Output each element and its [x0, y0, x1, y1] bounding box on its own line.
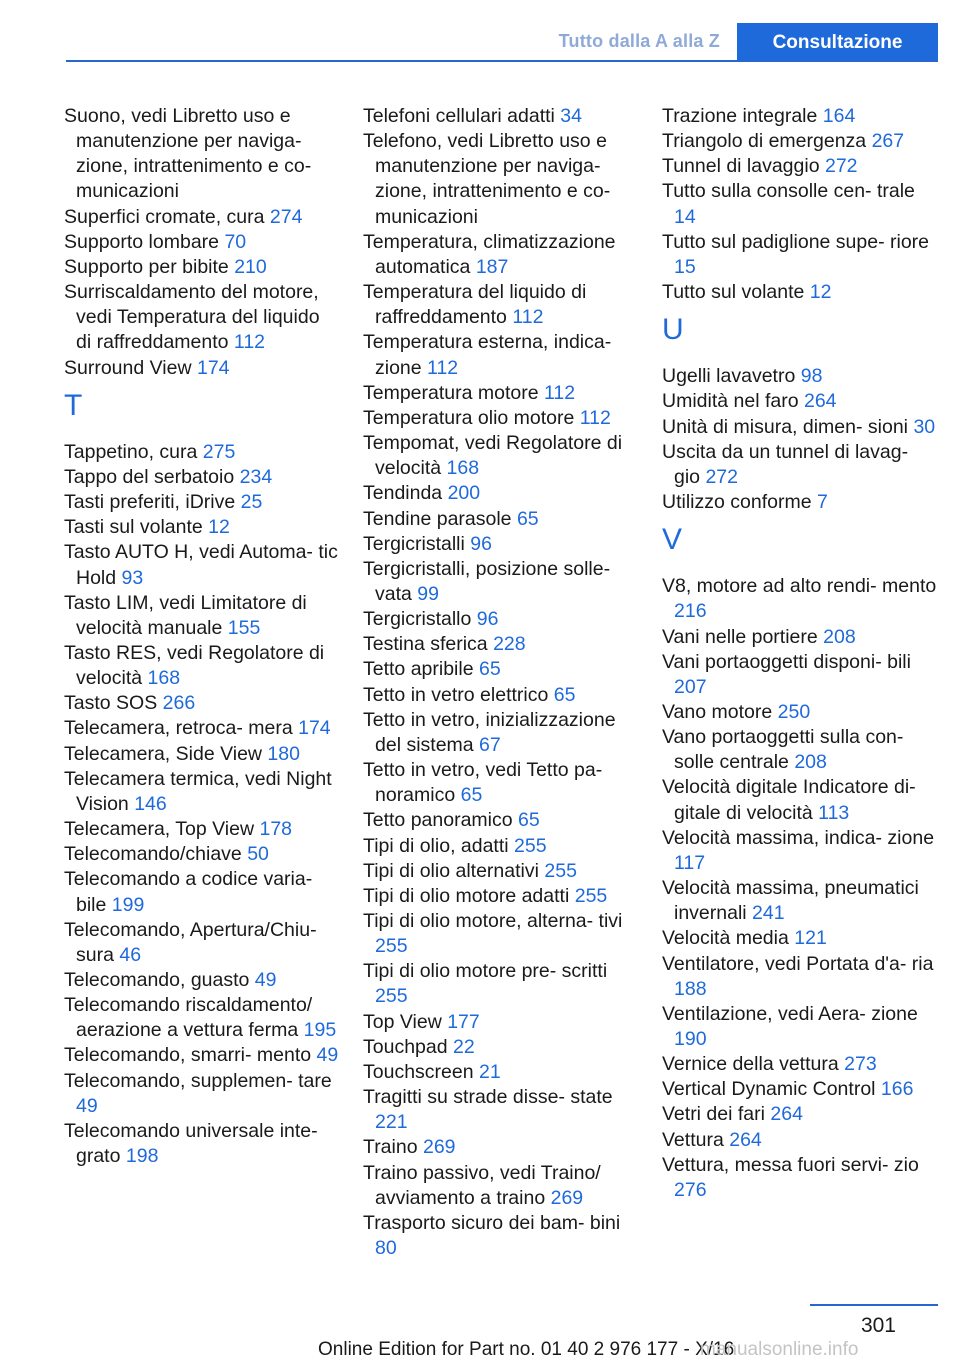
index-entry-text: Temperatura motore: [363, 381, 539, 404]
index-entry-text: Temperatura olio motore: [363, 406, 575, 429]
index-page-link[interactable]: 46: [119, 943, 142, 966]
index-entry-text: Supporto lombare: [64, 230, 220, 253]
index-entry: [363, 557, 638, 607]
index-entry-text: Tipi di olio motore adatti: [363, 884, 570, 907]
index-entry: [662, 440, 937, 490]
index-entry: [64, 742, 339, 767]
index-entry-text: Tappetino, cura: [64, 440, 198, 463]
index-column-2: [363, 104, 638, 1261]
index-entry-text: Temperatura, climatizzazione automatica: [363, 230, 616, 278]
index-entry: [64, 867, 339, 917]
watermark: manualsonline.info: [700, 1339, 859, 1360]
index-entry: [363, 104, 638, 129]
index-entry-text: Tragitti su strade disse- state: [363, 1086, 613, 1109]
index-page-link[interactable]: 276: [674, 1178, 707, 1201]
index-page-link[interactable]: 67: [479, 733, 501, 756]
index-entry-text: Ugelli lavavetro: [662, 365, 796, 388]
index-page-link[interactable]: 177: [447, 1010, 480, 1033]
index-entry: [363, 330, 638, 380]
index-entry-text: Telecomando, Apertura/Chiu- sura: [64, 918, 317, 966]
index-entry: [363, 532, 638, 557]
index-page-link[interactable]: 80: [375, 1237, 397, 1260]
index-entry-text: Tempomat, vedi Regolatore di velocità: [363, 432, 623, 480]
index-entry-text: Tipi di olio, adatti: [363, 834, 509, 857]
index-entry-text: Temperatura del liquido di raffreddamento: [363, 281, 587, 329]
index-page-link[interactable]: 155: [227, 616, 261, 639]
index-entry-text: Vani portaoggetti disponi- bili: [662, 650, 911, 673]
index-entry: [363, 1161, 638, 1211]
index-entry-text: Tergicristalli: [363, 532, 465, 555]
index-entry-text: Tasti sul volante: [64, 516, 203, 539]
index-entry-text: Tasto LIM, vedi Limitatore di velocità manuale: [64, 591, 307, 639]
index-entry-text: Trazione integrale: [662, 105, 818, 127]
index-entry-text: Tetto apribile: [363, 658, 474, 681]
index-page-link[interactable]: 200: [447, 482, 481, 505]
index-entry: [64, 767, 339, 817]
index-page-link[interactable]: 208: [823, 625, 856, 648]
index-page-link[interactable]: 234: [239, 465, 273, 488]
index-entry: [363, 959, 638, 1009]
index-entry-text: Traino: [363, 1136, 418, 1159]
index-entry: [363, 1035, 638, 1060]
index-page-link[interactable]: 21: [479, 1060, 501, 1083]
index-entry-text: Traino passivo, vedi Traino/ avviamento a traino: [363, 1161, 601, 1209]
index-entry-text: Tetto panoramico: [363, 809, 513, 832]
index-entry-text: Touchpad: [363, 1035, 448, 1058]
index-entry-text: Tendinda: [363, 482, 443, 505]
index-page-link[interactable]: 15: [674, 255, 696, 278]
index-page-link[interactable]: 168: [147, 667, 181, 690]
index-page-link[interactable]: 195: [303, 1019, 337, 1042]
index-page-link[interactable]: 112: [544, 381, 576, 404]
index-page-link[interactable]: 272: [705, 465, 738, 488]
index-entry-text: Vernice della vettura: [662, 1053, 839, 1076]
index-entry-text: Tutto sul volante: [662, 281, 805, 304]
index-entry-text: Triangolo di emergenza: [662, 130, 867, 153]
index-entry-text: Tetto in vetro, vedi Tetto pa- noramico: [363, 759, 603, 807]
index-entry: [64, 993, 339, 1043]
index-entry-text: Velocità massima, indica- zione: [662, 826, 935, 849]
index-entry-text: Tendine parasole: [363, 507, 512, 530]
index-entry: [662, 129, 937, 154]
index-columns: [64, 104, 944, 1264]
index-page-link[interactable]: 22: [453, 1035, 475, 1058]
index-entry: [662, 1153, 937, 1203]
index-page-link[interactable]: 266: [162, 692, 196, 715]
index-entry: [363, 129, 638, 230]
index-entry-text: Unità di misura, dimen- sioni: [662, 415, 909, 438]
index-entry: [662, 230, 937, 280]
index-entry: [363, 808, 638, 833]
index-entry: [363, 834, 638, 859]
index-entry: [662, 725, 937, 775]
index-entry: [662, 104, 937, 129]
index-entry: [662, 926, 937, 951]
index-page-link[interactable]: 207: [674, 675, 707, 698]
index-entry-text: Umidità nel faro: [662, 390, 799, 413]
index-page-link[interactable]: 264: [803, 390, 837, 413]
index-entry: [662, 625, 937, 650]
page-header: [0, 0, 960, 62]
index-entry-text: Vettura: [662, 1128, 724, 1151]
index-column-1: [64, 104, 339, 1169]
index-entry: [64, 641, 339, 691]
index-entry-text: Tergicristallo: [363, 608, 472, 631]
index-entry-text: Vano motore: [662, 700, 773, 723]
index-entry: [363, 431, 638, 481]
index-page-link[interactable]: 264: [729, 1128, 762, 1151]
index-entry: [662, 876, 937, 926]
index-entry: [662, 1128, 937, 1153]
index-page-link[interactable]: 272: [824, 155, 858, 178]
index-page-link[interactable]: 187: [475, 255, 509, 278]
index-page-link[interactable]: 96: [476, 608, 499, 631]
index-page-link[interactable]: 65: [518, 809, 540, 832]
index-entry-text: Tipi di olio motore, alterna- tivi: [363, 910, 623, 932]
index-entry-text: Telecamera termica, vedi Night Vision: [64, 767, 332, 815]
index-page-link[interactable]: 275: [202, 440, 236, 463]
index-page-link[interactable]: 99: [417, 582, 439, 605]
index-page-link[interactable]: 228: [493, 633, 526, 656]
index-page-link[interactable]: 112: [579, 406, 611, 429]
index-entry: [662, 1052, 937, 1077]
index-page-link[interactable]: 250: [777, 700, 811, 723]
index-page-link[interactable]: 93: [121, 566, 144, 589]
index-entry: [363, 1010, 638, 1035]
index-page-link[interactable]: 274: [269, 205, 303, 228]
index-entry-text: Suono, vedi Libretto uso e manutenzione per naviga- zione, intrattenimento e co- municazioni: [64, 105, 312, 203]
index-entry: [662, 415, 937, 440]
index-entry: [662, 1002, 937, 1052]
index-entry-text: Telecomando, smarri- mento: [64, 1044, 312, 1067]
index-page-link[interactable]: 221: [375, 1111, 408, 1134]
index-entry: [363, 1135, 638, 1160]
index-entry-text: Uscita da un tunnel di lavag- gio: [662, 440, 909, 488]
index-entry: [64, 440, 339, 465]
header-section-title: Tutto dalla A alla Z: [558, 31, 720, 51]
index-entry: [64, 515, 339, 540]
index-entry-text: Surround View: [64, 356, 192, 379]
index-entry: [662, 826, 937, 876]
index-page-link[interactable]: 98: [800, 365, 823, 388]
index-entry: [363, 381, 638, 406]
index-entry-text: Tasto RES, vedi Regolatore di velocità: [64, 641, 325, 690]
index-page-link[interactable]: 273: [844, 1053, 877, 1076]
page-number: 301: [860, 1314, 896, 1337]
index-page-link[interactable]: 210: [234, 255, 267, 278]
index-entry-text: Vettura, messa fuori servi- zio: [662, 1153, 919, 1176]
index-entry: [64, 691, 339, 716]
index-entry: [64, 205, 339, 230]
index-page-link[interactable]: 198: [125, 1145, 159, 1168]
index-entry-text: Vertical Dynamic Control: [662, 1078, 876, 1101]
index-entry: [363, 1085, 638, 1135]
index-entry-text: Tasti preferiti, iDrive: [64, 491, 236, 514]
index-page-link[interactable]: 112: [512, 306, 544, 329]
index-entry-text: Tunnel di lavaggio: [662, 155, 820, 178]
index-entry-text: Telecamera, Side View: [64, 742, 262, 765]
index-entry: [64, 842, 339, 867]
index-page-link[interactable]: 174: [298, 717, 331, 740]
footer-rule: [810, 1304, 938, 1306]
index-page-link[interactable]: 255: [574, 884, 608, 907]
page-footer: [0, 1300, 960, 1362]
index-entry-text: Supporto per bibite: [64, 255, 229, 278]
index-entry-text: Tasto AUTO H, vedi Automa- tic Hold: [64, 541, 338, 589]
index-page-link[interactable]: 241: [752, 902, 785, 925]
index-page-link[interactable]: 12: [208, 516, 230, 539]
index-page-link[interactable]: 121: [794, 927, 827, 950]
index-page-link[interactable]: 168: [446, 457, 480, 480]
index-entry: [64, 1043, 339, 1068]
index-entry-text: Telecomando, guasto: [64, 969, 250, 991]
index-entry: [363, 859, 638, 884]
index-page-link[interactable]: 164: [822, 105, 856, 127]
index-entry: [64, 280, 339, 355]
index-entry-text: Tergicristalli, posizione solle- vata: [363, 557, 611, 605]
index-entry: [363, 632, 638, 657]
index-entry-text: Telecomando/chiave: [64, 843, 242, 866]
index-page-link[interactable]: 166: [880, 1078, 914, 1101]
index-page-link[interactable]: 117: [674, 851, 706, 874]
index-entry: [363, 481, 638, 506]
index-page-link[interactable]: 34: [560, 105, 582, 127]
index-entry-text: Telecomando a codice varia- bile: [64, 868, 313, 916]
edition-note: Online Edition for Part no. 01 40 2 976 177 - X/16: [318, 1339, 735, 1360]
index-entry: [662, 280, 937, 305]
index-entry: [363, 683, 638, 708]
index-page-link[interactable]: 112: [233, 331, 266, 354]
index-entry: [662, 700, 937, 725]
index-entry: [64, 490, 339, 515]
index-page-link[interactable]: 49: [254, 969, 277, 991]
index-entry-text: Tetto in vetro elettrico: [363, 683, 549, 706]
index-entry: [363, 1211, 638, 1261]
index-entry: [64, 356, 339, 381]
index-page-link[interactable]: 96: [470, 532, 492, 555]
index-entry: [363, 657, 638, 682]
index-entry: [662, 364, 937, 389]
index-entry-text: Top View: [363, 1010, 442, 1033]
index-entry: [64, 1119, 339, 1169]
index-entry: [363, 884, 638, 909]
index-entry: [662, 574, 937, 624]
index-entry: [363, 230, 638, 280]
index-page-link[interactable]: 188: [674, 977, 707, 1000]
index-entry: [662, 1102, 937, 1127]
index-entry: [64, 918, 339, 968]
index-letter-heading: V: [662, 523, 683, 557]
index-entry-text: Tipi di olio alternativi: [363, 859, 539, 882]
index-entry-text: Telefono, vedi Libretto uso e manutenzione per naviga- zione, intrattenimento e co- municazioni: [363, 130, 611, 228]
index-page-link[interactable]: 264: [770, 1103, 803, 1126]
index-page-link[interactable]: 113: [818, 801, 850, 824]
index-entry-text: Superfici cromate, cura: [64, 205, 265, 228]
index-entry-text: Trasporto sicuro dei bam- bini: [363, 1211, 621, 1234]
index-entry-text: Telecomando, supplemen- tare: [64, 1069, 332, 1092]
index-page-link[interactable]: 7: [816, 491, 828, 514]
index-entry-text: Velocità digitale Indicatore di- gitale di velocità: [662, 776, 916, 824]
index-entry-text: Touchscreen: [363, 1060, 474, 1083]
index-page-link[interactable]: 65: [479, 658, 501, 681]
index-page-link[interactable]: 25: [240, 491, 263, 514]
index-page-link[interactable]: 255: [375, 985, 408, 1008]
index-entry: [363, 406, 638, 431]
index-entry: [64, 968, 339, 993]
index-entry: [662, 650, 937, 700]
index-page-link[interactable]: 12: [809, 281, 832, 304]
index-entry-text: Telefoni cellulari adatti: [363, 105, 555, 127]
index-entry: [363, 909, 638, 959]
header-rule: [66, 60, 938, 62]
index-page-link[interactable]: 208: [794, 751, 827, 774]
index-page-link[interactable]: 14: [674, 205, 696, 228]
index-entry: [363, 708, 638, 758]
index-entry-text: Telecamera, Top View: [64, 818, 255, 841]
index-letter-heading: U: [662, 313, 684, 347]
index-entry-text: Tipi di olio motore pre- scritti: [363, 960, 608, 983]
index-entry: [64, 540, 339, 590]
index-entry: [64, 1069, 339, 1119]
index-entry: [64, 465, 339, 490]
index-entry-text: Vano portaoggetti sulla con- solle centrale: [662, 726, 904, 774]
index-entry-text: Testina sferica: [363, 633, 488, 656]
index-entry: [662, 1077, 937, 1102]
index-page-link[interactable]: 65: [516, 507, 539, 530]
index-entry-text: Telecomando riscaldamento/ aerazione a vettura ferma: [64, 994, 313, 1042]
index-page-link[interactable]: 216: [674, 600, 707, 623]
index-entry-text: Velocità media: [662, 927, 789, 950]
header-tab-consultazione: Consultazione: [737, 23, 938, 62]
index-page-link[interactable]: 269: [550, 1186, 584, 1209]
index-entry-text: Vani nelle portiere: [662, 625, 818, 648]
index-entry: [662, 179, 937, 229]
index-page-link[interactable]: 30: [913, 415, 936, 438]
index-entry: [64, 591, 339, 641]
index-entry: [64, 716, 339, 741]
index-entry: [64, 104, 339, 205]
index-entry: [662, 490, 937, 515]
index-entry: [662, 154, 937, 179]
index-entry-text: Telecamera, retroca- mera: [64, 717, 293, 740]
index-entry-text: Tetto in vetro, inizializzazione del sistema: [363, 708, 616, 756]
index-page-link[interactable]: 65: [460, 784, 483, 807]
index-entry-text: Ventilatore, vedi Portata d'a- ria: [662, 952, 934, 975]
index-entry-text: Velocità massima, pneumatici invernali: [662, 877, 919, 925]
index-page-link[interactable]: 174: [196, 356, 230, 379]
index-page-link[interactable]: 255: [514, 834, 547, 857]
index-entry: [662, 389, 937, 414]
index-page-link[interactable]: 255: [544, 859, 577, 882]
index-entry: [363, 280, 638, 330]
index-entry: [363, 758, 638, 808]
index-page-link[interactable]: 190: [674, 1028, 707, 1050]
index-page-link[interactable]: 112: [427, 356, 459, 379]
index-entry-text: Surriscaldamento del motore, vedi Temperatura del liquido di raffreddamento: [64, 281, 320, 354]
index-page-link[interactable]: 267: [871, 130, 905, 153]
index-entry: [363, 607, 638, 632]
index-page-link[interactable]: 146: [134, 792, 167, 815]
index-entry: [363, 507, 638, 532]
index-page-link[interactable]: 65: [553, 683, 576, 706]
index-page-link[interactable]: 180: [267, 742, 300, 765]
index-entry-text: Tappo del serbatoio: [64, 465, 235, 488]
index-entry-text: Vetri dei fari: [662, 1103, 765, 1126]
index-entry-text: Tutto sulla consolle cen- trale: [662, 180, 915, 203]
index-entry: [64, 817, 339, 842]
index-column-3: [662, 104, 937, 1203]
index-page-link[interactable]: 199: [111, 893, 145, 916]
index-page-link[interactable]: 255: [375, 935, 408, 958]
index-page-link[interactable]: 178: [259, 818, 293, 841]
index-page-link[interactable]: 50: [247, 843, 269, 866]
index-entry-text: V8, motore ad alto rendi- mento: [662, 575, 937, 598]
index-page-link[interactable]: 70: [224, 230, 247, 253]
index-entry-text: Tasto SOS: [64, 692, 158, 715]
index-entry: [662, 775, 937, 825]
index-entry-text: Ventilazione, vedi Aera- zione: [662, 1002, 918, 1025]
index-entry: [363, 1060, 638, 1085]
index-entry: [662, 952, 937, 1002]
index-entry-text: Tutto sul padiglione supe- riore: [662, 230, 930, 253]
index-page-link[interactable]: 49: [76, 1094, 98, 1117]
index-entry: [64, 230, 339, 255]
index-entry: [64, 255, 339, 280]
index-letter-heading: T: [64, 388, 83, 422]
index-page-link[interactable]: 269: [422, 1136, 456, 1159]
index-page-link[interactable]: 49: [316, 1044, 339, 1067]
index-entry-text: Temperatura esterna, indica- zione: [363, 331, 612, 379]
index-entry-text: Utilizzo conforme: [662, 491, 812, 514]
index-entry-text: Telecomando universale inte- grato: [64, 1119, 318, 1168]
